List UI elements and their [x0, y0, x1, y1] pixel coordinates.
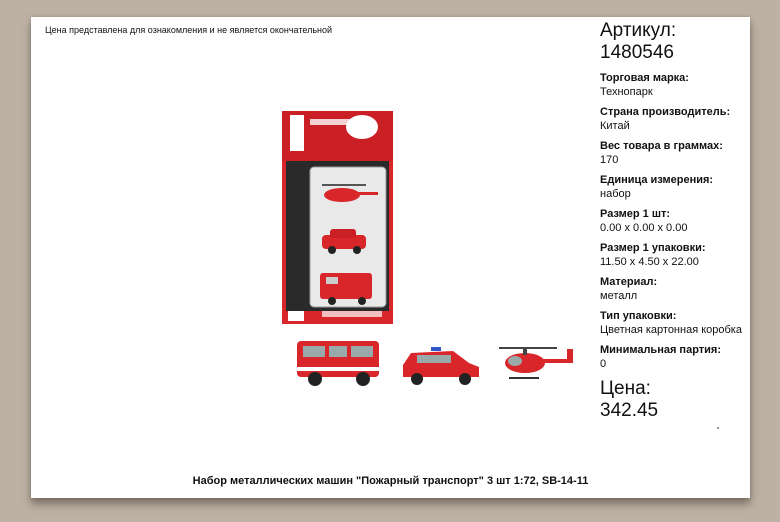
attribute-label: Размер 1 шт:: [600, 208, 671, 220]
sku-value: 1480546: [600, 42, 674, 63]
attribute-value: Технопарк: [600, 86, 653, 98]
attribute-value: металл: [600, 290, 638, 302]
attribute-country: [600, 106, 750, 132]
attribute-value: 11.50 x 4.50 x 22.00: [600, 256, 699, 268]
attribute-label: Вес товара в граммах:: [600, 140, 723, 152]
product-package-image: [282, 111, 393, 324]
attribute-value: Китай: [600, 120, 630, 132]
product-card: [31, 17, 750, 498]
attribute-label: Единица измерения:: [600, 174, 714, 186]
price-disclaimer: Цена представлена для ознакомления и не является окончательной: [45, 25, 333, 35]
attribute-label: Страна производитель:: [600, 106, 731, 118]
attribute-label: Минимальная партия:: [600, 344, 721, 356]
attribute-item-size: [600, 208, 750, 234]
decorative-dot: [717, 427, 719, 429]
product-title: Набор металлических машин "Пожарный транспорт" 3 шт 1:72, SB-14-11: [192, 475, 589, 487]
attribute-label: Материал:: [600, 276, 658, 288]
attribute-package-size: [600, 242, 750, 268]
sku-label: Артикул:: [600, 20, 677, 41]
attribute-value: Цветная картонная коробка: [600, 324, 742, 336]
product-info-panel: [600, 20, 750, 422]
attribute-weight: [600, 140, 750, 166]
attribute-package-type: [600, 310, 750, 336]
attribute-value: 0.00 x 0.00 x 0.00: [600, 222, 688, 234]
attribute-label: Торговая марка:: [600, 72, 689, 84]
price-label: Цена:: [600, 378, 651, 399]
product-vehicles-image: [293, 333, 578, 391]
attribute-min-batch: [600, 344, 750, 370]
attribute-value: набор: [600, 188, 631, 200]
attribute-brand: [600, 72, 750, 98]
attribute-label: Размер 1 упаковки:: [600, 242, 706, 254]
attribute-unit: [600, 174, 750, 200]
price-value: 342.45: [600, 400, 659, 421]
attribute-material: [600, 276, 750, 302]
attribute-value: 170: [600, 154, 619, 166]
attribute-value: 0: [600, 358, 607, 370]
attribute-label: Тип упаковки:: [600, 310, 677, 322]
